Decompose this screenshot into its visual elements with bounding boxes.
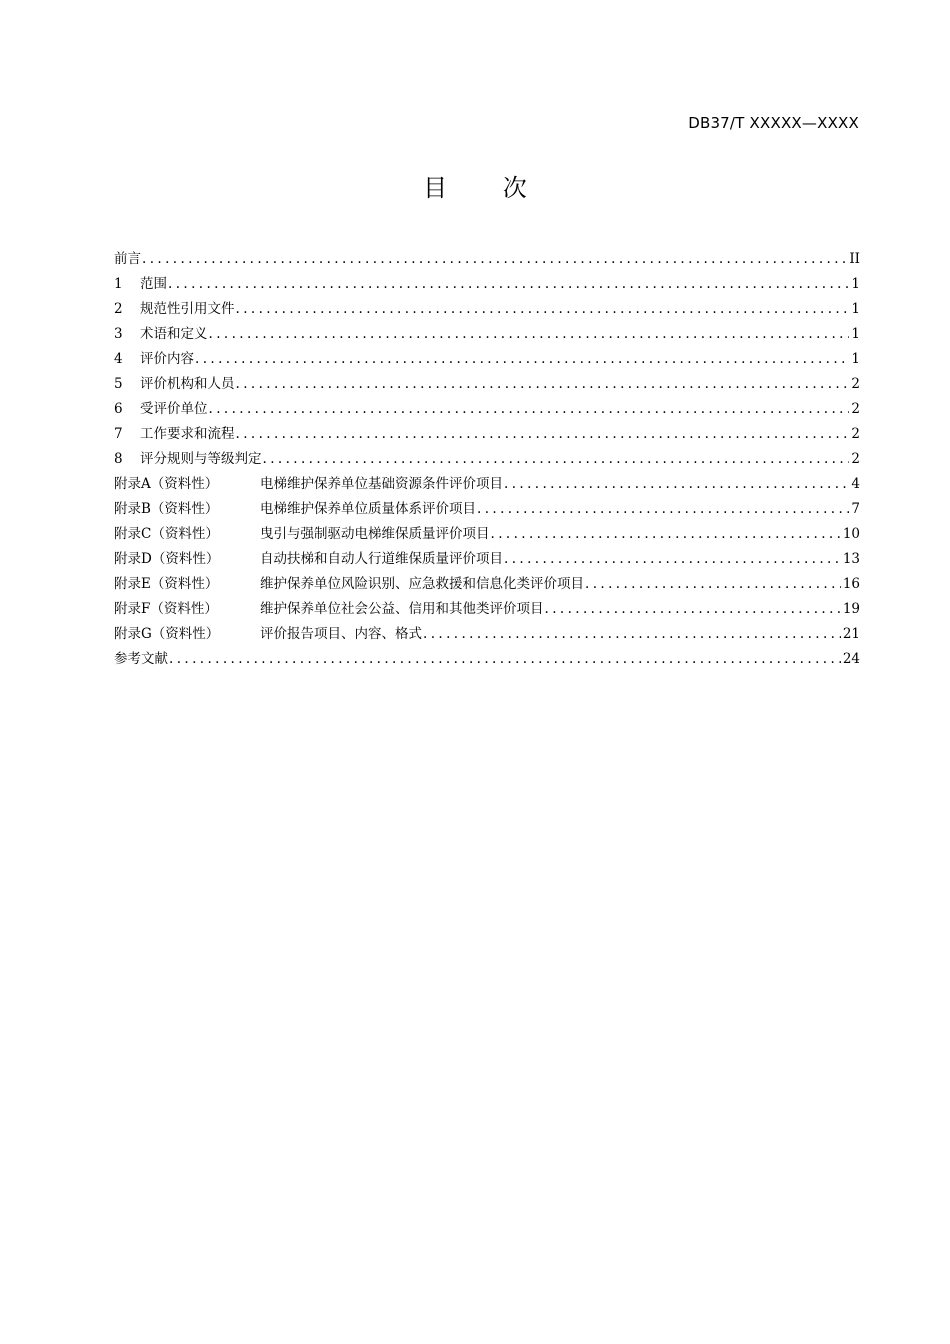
toc-dot-leader — [491, 522, 841, 547]
toc-entry-appendix-prefix: 附录A（资料性） — [114, 476, 219, 492]
toc-dot-leader — [263, 447, 850, 472]
toc-entry-label: 参考文献 — [114, 651, 168, 667]
toc-entry-appendix-prefix: 附录F（资料性） — [114, 601, 218, 617]
toc-entry[interactable] — [114, 322, 860, 347]
toc-entry-appendix-prefix: 附录G（资料性） — [114, 626, 220, 642]
toc-dot-leader — [236, 297, 850, 322]
toc-dot-leader — [209, 397, 850, 422]
toc-entry[interactable] — [114, 522, 860, 547]
toc-dot-leader — [195, 347, 849, 372]
toc-dot-leader — [585, 572, 841, 597]
toc-entry-number: 4 — [114, 351, 123, 367]
toc-entry-label: 受评价单位 — [140, 401, 208, 417]
toc-entry-page-number: 2 — [851, 376, 860, 392]
toc-entry[interactable] — [114, 647, 860, 672]
toc-entry-page-number: II — [849, 251, 860, 267]
toc-entry-page-number: 2 — [851, 451, 860, 467]
toc-entry-label: 自动扶梯和自动人行道维保质量评价项目 — [260, 551, 503, 567]
toc-entry-label: 维护保养单位风险识别、应急救援和信息化类评价项目 — [260, 576, 584, 592]
toc-entry-label: 评价内容 — [140, 351, 194, 367]
toc-entry[interactable] — [114, 422, 860, 447]
toc-entry-page-number: 19 — [842, 601, 860, 617]
toc-entry-number: 7 — [114, 426, 123, 442]
toc-entry-label: 评价机构和人员 — [140, 376, 235, 392]
toc-entry[interactable] — [114, 447, 860, 472]
toc-entry[interactable] — [114, 397, 860, 422]
toc-dot-leader — [236, 372, 850, 397]
toc-entry-appendix-prefix: 附录C（资料性） — [114, 526, 219, 542]
toc-dot-leader — [209, 322, 850, 347]
toc-entry-label: 电梯维护保养单位基础资源条件评价项目 — [260, 476, 503, 492]
toc-entry[interactable] — [114, 472, 860, 497]
toc-title: 目 次 — [423, 174, 551, 202]
toc-dot-leader — [477, 497, 849, 522]
toc-entry-appendix-prefix: 附录E（资料性） — [114, 576, 219, 592]
toc-entry-label: 规范性引用文件 — [140, 301, 235, 317]
toc-entry-page-number: 2 — [851, 426, 860, 442]
toc-entry[interactable] — [114, 622, 860, 647]
toc-entry-number: 6 — [114, 401, 123, 417]
toc-entry[interactable] — [114, 547, 860, 572]
toc-entry[interactable] — [114, 247, 860, 272]
toc-entry-number: 2 — [114, 301, 123, 317]
toc-entry-page-number: 13 — [842, 551, 860, 567]
toc-entry[interactable] — [114, 347, 860, 372]
toc-entry[interactable] — [114, 372, 860, 397]
toc-entry[interactable] — [114, 597, 860, 622]
toc-dot-leader — [169, 647, 841, 672]
toc-dot-leader — [504, 547, 841, 572]
toc-dot-leader — [545, 597, 841, 622]
toc-entry-label: 术语和定义 — [140, 326, 208, 342]
toc-entry-label: 前言 — [114, 251, 141, 267]
toc-entry-label: 电梯维护保养单位质量体系评价项目 — [260, 501, 476, 517]
toc-entry-label: 评分规则与等级判定 — [140, 451, 262, 467]
toc-entry-page-number: 16 — [842, 576, 860, 592]
toc-dot-leader — [236, 422, 850, 447]
toc-entry-page-number: 2 — [851, 401, 860, 417]
toc-entry-label: 评价报告项目、内容、格式 — [260, 626, 422, 642]
toc-entry-number: 1 — [114, 276, 123, 292]
toc-entry-page-number: 24 — [842, 651, 860, 667]
toc-entry[interactable] — [114, 297, 860, 322]
toc-entry-page-number: 1 — [851, 326, 860, 342]
toc-dot-leader — [423, 622, 841, 647]
toc-entry-page-number: 21 — [842, 626, 860, 642]
toc-dot-leader — [504, 472, 849, 497]
toc-entry-page-number: 7 — [851, 501, 860, 517]
table-of-contents — [114, 247, 860, 672]
toc-entry-page-number: 1 — [851, 301, 860, 317]
toc-entry-appendix-prefix: 附录B（资料性） — [114, 501, 219, 517]
toc-entry-label: 维护保养单位社会公益、信用和其他类评价项目 — [260, 601, 544, 617]
toc-entry-number: 3 — [114, 326, 123, 342]
toc-entry-page-number: 1 — [851, 351, 860, 367]
toc-entry-number: 8 — [114, 451, 123, 467]
toc-entry[interactable] — [114, 272, 860, 297]
toc-dot-leader — [142, 247, 847, 272]
toc-entry-label: 工作要求和流程 — [140, 426, 235, 442]
toc-entry-appendix-prefix: 附录D（资料性） — [114, 551, 220, 567]
toc-entry-number: 5 — [114, 376, 123, 392]
toc-entry-page-number: 4 — [851, 476, 860, 492]
document-code: DB37/T XXXXX—XXXX — [688, 114, 859, 132]
toc-entry-label: 曳引与强制驱动电梯维保质量评价项目 — [260, 526, 490, 542]
toc-entry[interactable] — [114, 497, 860, 522]
toc-entry-label: 范围 — [140, 276, 167, 292]
toc-entry[interactable] — [114, 572, 860, 597]
toc-entry-page-number: 1 — [851, 276, 860, 292]
toc-entry-page-number: 10 — [842, 526, 860, 542]
toc-dot-leader — [168, 272, 849, 297]
